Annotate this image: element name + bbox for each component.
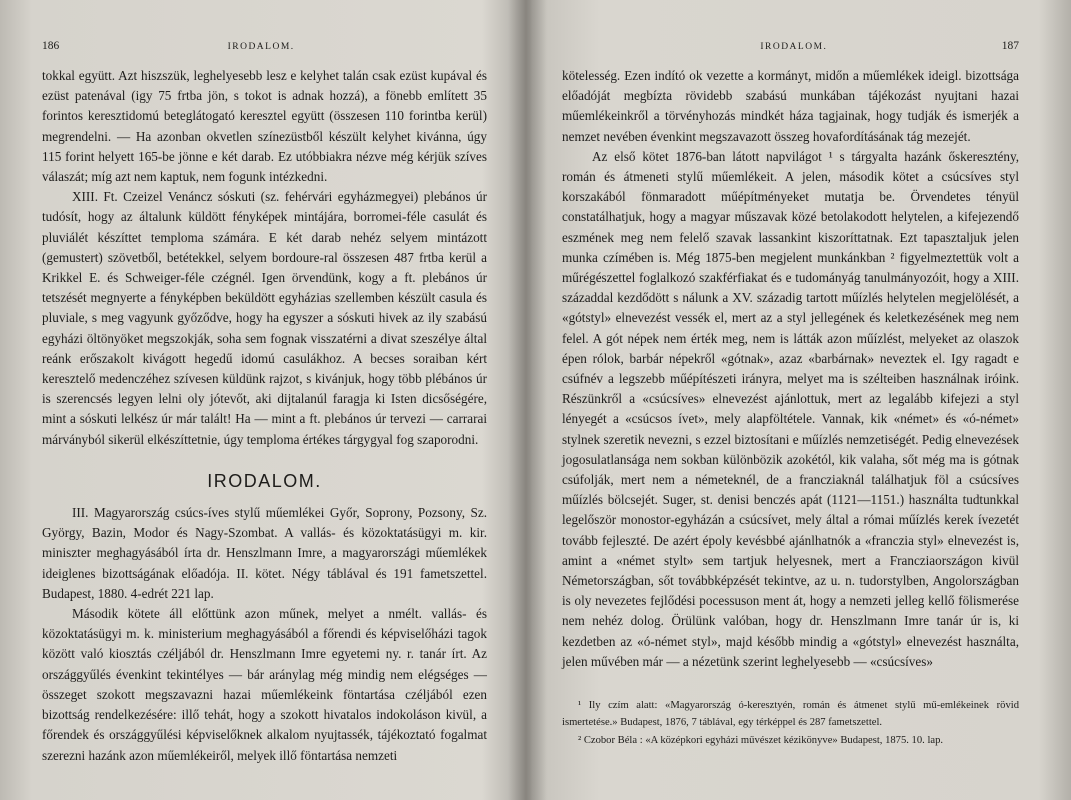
running-head: IRODALOM. <box>227 42 295 52</box>
left-page <box>0 0 515 800</box>
paragraph: Az első kötet 1876-ban látott napvilágot ¹ s tárgyalta hazánk őskeresztény, román és átmeneti stylű műemlékeit. A jelen, második kötet a csúcsíves styl korszakából fönmaradott műépítményeket mutatja be. Örvendetes tényül constatálhatjuk, hogy a magyar műszavak közé betolakodott helytelen, a kifejezendő eszmének meg nem felelő szavak lassankint kiszoríttatnak. Ezt tapasztaljuk jelen munka czímében is. Még 1875-ben megjelent munkánkban ² figyelmeztettük volt a műrégészettel foglalkozó szakférfiakat és e tudományág tanulmányozóit, hogy a XIII. századdal kezdődött s nálunk a XV. századig tartott műízlés helytelen megjelölését, a «gótstyl» elnevezést vessék el, mert az a styl jellegének és keletkezésének meg nem felel. A gót népek nem érték meg, nem is látták azon műízlést, melyeket az olaszok épen rólok, barbár népekről «gótnak», azaz «barbárnak» neveztek el. Igy ragadt e csúfnév a legszebb műépítészeti irányra, melyet ma is szélteiben használnak iróink. Részünkről a «csúcsíves» elnevezést ajánlottuk, mert az legalább kifejezi a styl lényegét a «csúcsos ívet», mely alapföltétele. Vannak, kik «német» és «ó-német» stylnek szeretik nevezni, s ezzel biztosítani e műízlés nemzetiségét. Pedig elnevezések jogosulatlansága nem sokban különbözik azokétól, kik valaha, sőt még ma is gótnak csúfolják, mert nem a németeknél, de a francziaknál találhatjuk föl a csúcsíves műízlés bölcsejét. Suger, st. denisi benczés apát (1121—1151.) használta tudtunkkal legelőször monostor-egyházán a csúcsívet, mely által a római műízlés kerek ívezetét tovább fejleszté. De azért époly kevésbbé ajánlhatnók a «franczia styl» elnevezést is, amint a «német stylt» sem tartjuk helyesnek, mert a Francziaországon kivül Németországban, sőt továbbképzését tekintve, az u. n. tudorstylben, Angolországban is oly nevezetes fejlődési pocessuson ment át, hogy a nemzeti jelleg kellő fölismerése nem nehéz dolog. Örülünk valóban, hogy dr. Henszlmann Imre tanár úr is, ki kezdetben az «ó-német styl», majd később mindig a «gótstyl» elnevezést használta, jelen művében már — a nézetünk szerint leghelyesebb — «csúcsíves» <box>562 148 1019 669</box>
footnotes <box>562 698 1019 750</box>
section-title: IRODALOM. <box>207 470 322 491</box>
right-page-body <box>562 66 1019 672</box>
footnote: ¹ Ily czím alatt: «Magyarország ó-keresztyén, román és átmenet stylű mű-emlékeinek rövid ismertetése.» Budapest, 1876, 7 táblával, egy térképpel és 287 fametszettel. <box>562 700 1019 728</box>
paragraph: XIII. Ft. Czeizel Venáncz sóskuti (sz. fehérvári egyházmegyei) plebános úr tudósít, hogy az általunk küldött fényképek mintájára, borromei-féle casulát és pluviálét készíttet temploma számára. E két darab nehéz selyem mintázott (gemustert) szövetből, betétekkel, selyem bordoure-ral összesen 487 frtba kerül a Krikkel E. és Schweiger-féle czégnél. Igen örvendünk, kogy a ft. plebános úr tetszését megnyerte a fényképben beküldött egyházias szellemben készült casula és pluviale, s meg vagyunk győződve, hogy ha egyszer a sóskuti hivek az ily szabású egyházi öltönyöket megszokják, soha sem fognak visszatérni a divat szeszélye által reánk erőszakolt kivágott hegedű idomú casulákhoz. A becses soraiban kért keresztelő medenczéhez szívesen küldünk rajzot, s kivánjuk, hogy több plébános úr is szerencsés legyen lelni oly jótevőt, aki dijtalanúl faragja ki Isten dicsőségére, mint a sóskuti lelkész úr már talált! Ha — mint a ft. plebános úr tervezi — carrarai márványból sikerül elkészíttetnie, úgy temploma értékes tárgygyal fog szaporodni. <box>42 189 487 447</box>
footnote: ² Czobor Béla : «A középkori egyházi művészet kézikönyve» Budapest, 1875. 10. lap. <box>578 735 944 747</box>
page-number: 187 <box>1001 40 1019 52</box>
paragraph: Második kötete áll előttünk azon műnek, melyet a nmélt. vallás- és közoktatásügyi m. k. ministerium meghagyásából a főrendi és képviselőházi tagok között való kiosztás czéljából dr. Henszlmann Imre egyetemi ny. r. tanár írt. Az országgyűlés évenkint tekintélyes — bár aránylag még mindig nem elégséges — összeget szokott megszavazni hazai műemlékeink föntartása czéljából ezen bizottság rendelkezésére: illő tehát, hogy a szokott hivatalos indokoláson kivül, a főrendek és országgyűlési képviselőknek alkalom nyujtassék, tájékoztató fogalmat szerezni hazánk azon műemlékeiről, melyek illő föntartása nemzeti <box>42 606 487 763</box>
right-page <box>538 0 1071 800</box>
paragraph: kötelesség. Ezen indító ok vezette a kormányt, midőn a műemlékek ideigl. bizottsága előadóját megbízta rövidebb szabású munkában tájékozást nyujtani hazai műemlékeinkről a törvényhozás mindkét háza tagjainak, hogy tudják és ismerjék a nemzet nevében évenkint megszavazott összeg hovafordításának tág mezejét. <box>562 68 1019 144</box>
running-head: IRODALOM. <box>760 42 828 52</box>
page-number: 186 <box>42 40 60 52</box>
right-page-header <box>562 40 1019 60</box>
left-page-body <box>42 66 487 766</box>
left-page-header <box>42 40 487 60</box>
review-heading-paragraph: III. Magyarország csúcs-íves stylű műemlékei Győr, Soprony, Pozsony, Sz. György, Bazin, Modor és Nagy-Szombat. A vallás- és közoktatásügyi m. kir. miniszter meghagyásából írta dr. Henszlmann Imre, a magyarországi műemlékek ideiglenes bizottságának előadója. II. kötet. Négy táblával és 191 fametszettel. Budapest, 1880. 4-edrét 221 lap. <box>42 505 487 601</box>
paragraph: tokkal együtt. Azt hiszszük, leghelyesebb lesz e kelyhet talán csak ezüst kupával és ezüst patenával (igy 75 frtba jön, s tokot is adnak hozzá), a fönebb említett 35 forintos keresztidomú beteglátogató keresztel együtt (összesen 110 forintba kerül) megrendelni. — Ha azonban okvetlen színezüstből készült kelyhet kivánna, úgy 115 forint helyett 165-be jönne e két darab. Ez utóbbiakra nézve még kérjük szíves válaszát; míg azt nem kaptuk, nem fogunk intézkedni. <box>42 68 487 185</box>
